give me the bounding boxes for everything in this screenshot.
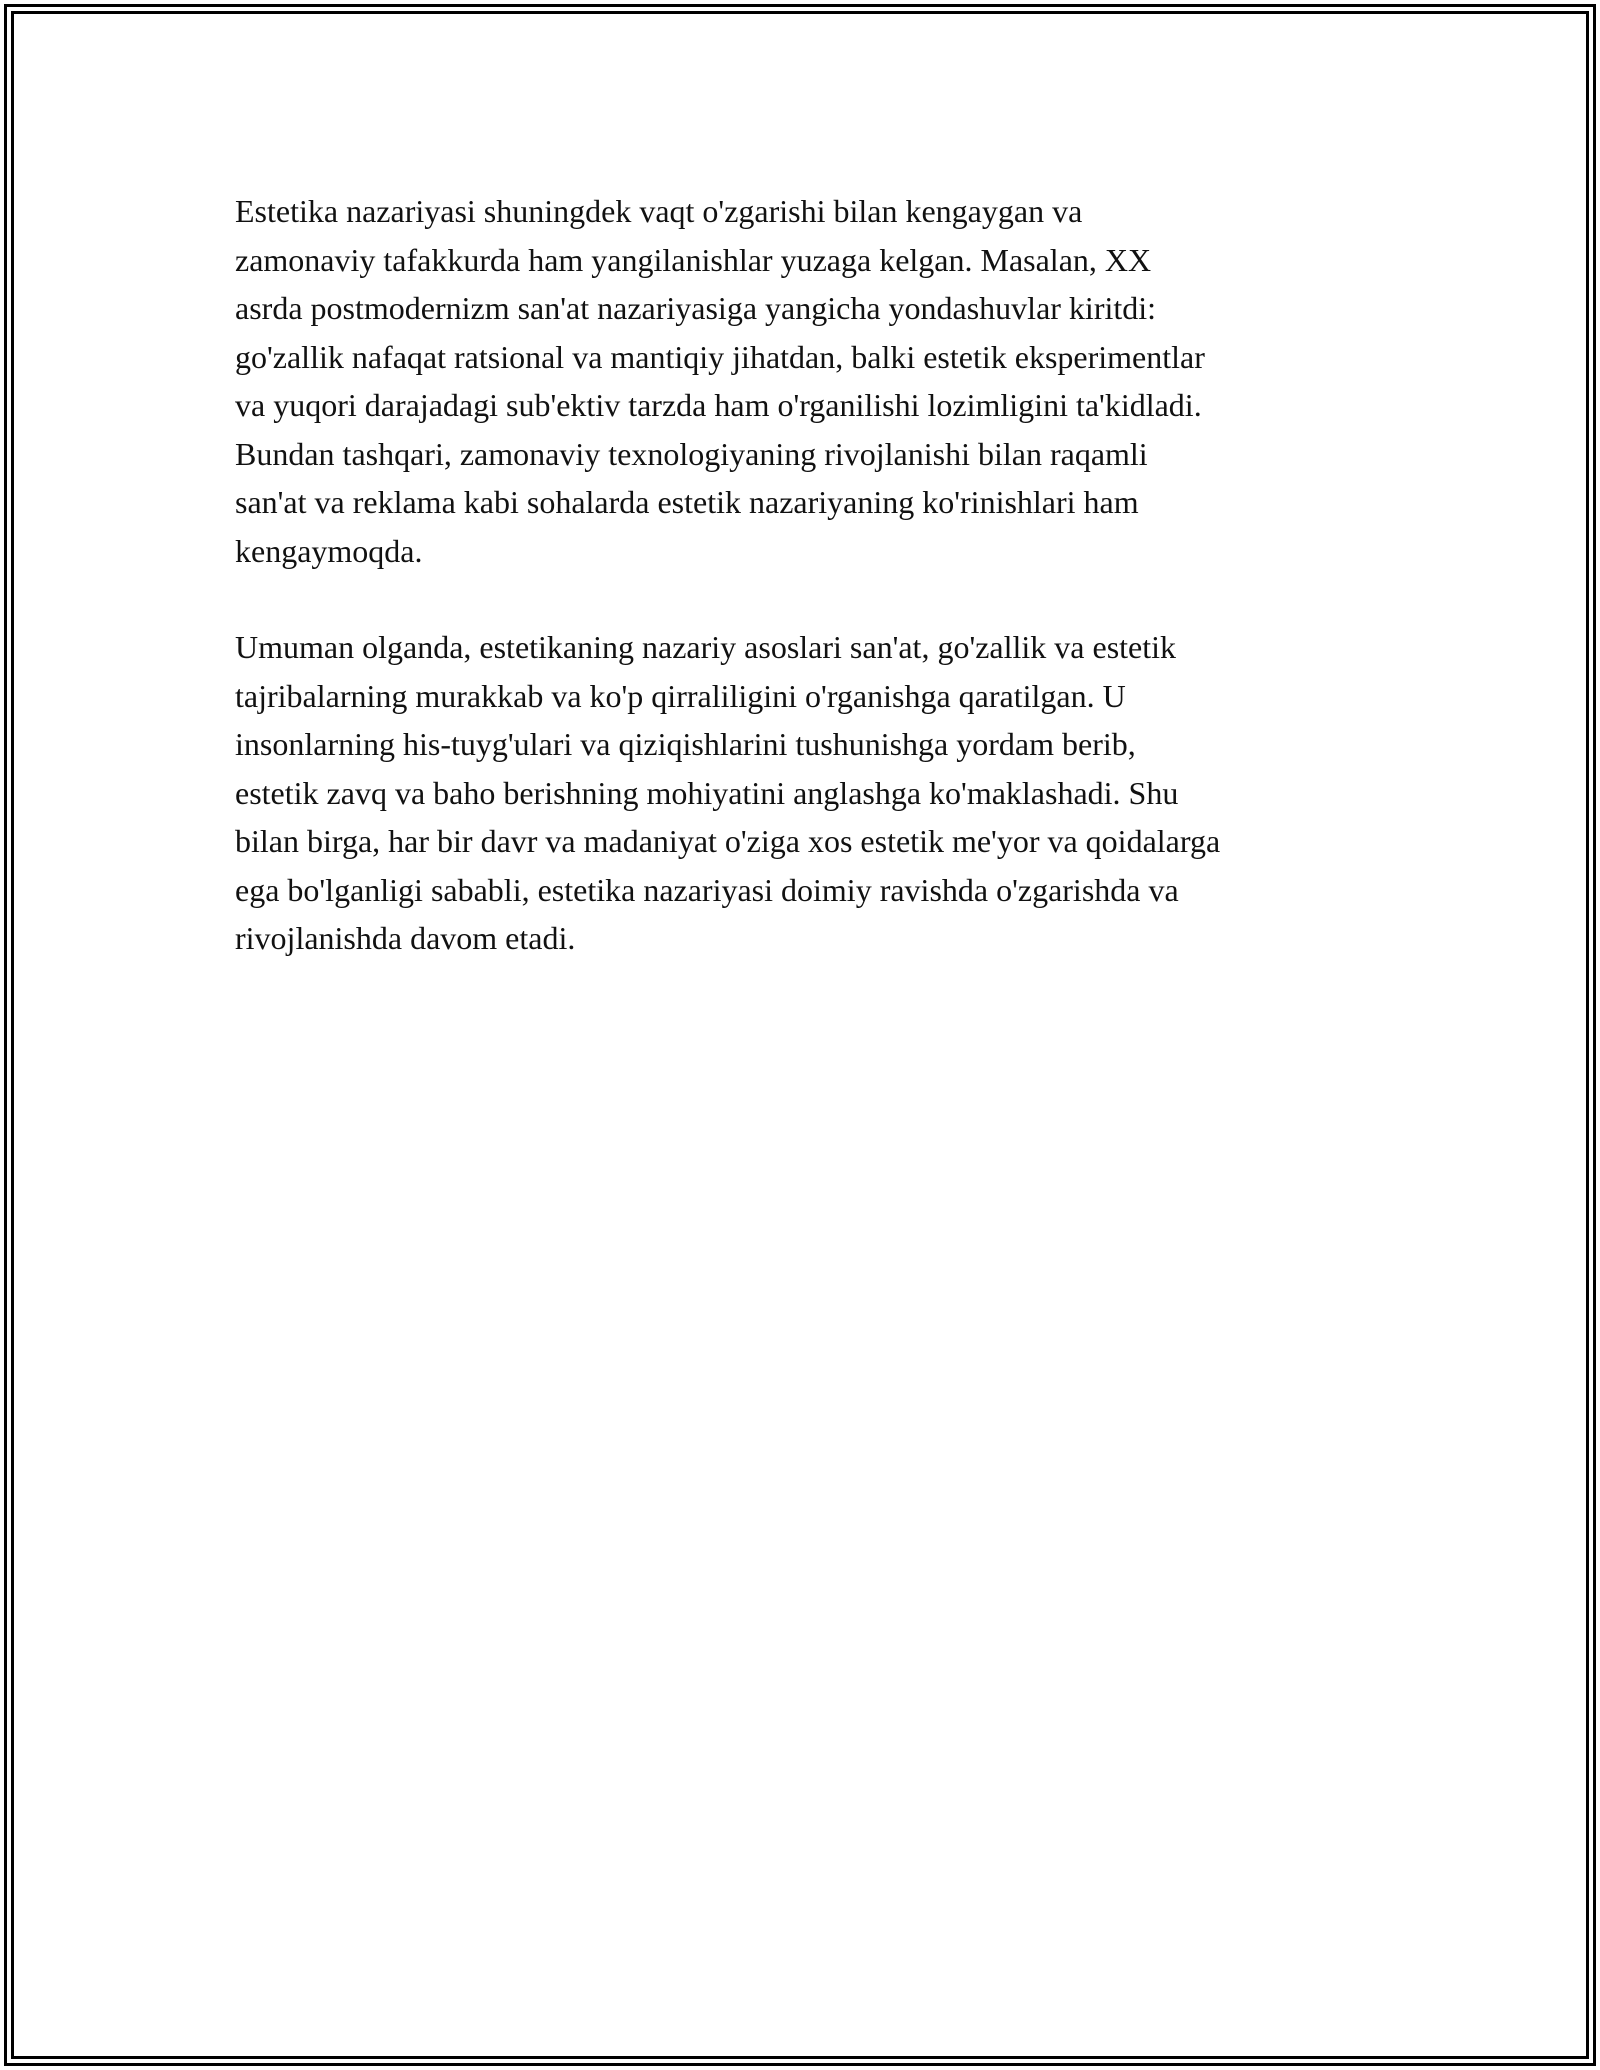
document-body — [235, 187, 1395, 1011]
text-line: go'zallik nafaqat ratsional va mantiqiy jihatdan, balki estetik eksperimentlar — [235, 338, 1205, 375]
text-line: kengaymoqda. — [235, 532, 423, 569]
text-line: rivojlanishda davom etadi. — [235, 920, 576, 956]
paragraph-2 — [235, 623, 1395, 963]
text-line: asrda postmodernizm san'at nazariyasiga yangicha yondashuvlar kiritdi: — [235, 290, 1157, 326]
text-line: Umuman olganda, estetikaning nazariy asoslari san'at, go'zallik va estetik — [235, 629, 1177, 665]
text-line: zamonaviy tafakkurda ham yangilanishlar yuzaga kelgan. Masalan, XX — [235, 241, 1152, 278]
text-line: tajribalarning murakkab va ko'p qirraliligini o'rganishga qaratilgan. U — [235, 677, 1126, 714]
text-line: Estetika nazariyasi shuningdek vaqt o'zgarishi bilan kengaygan va — [235, 193, 1083, 229]
text-line: bilan birga, har bir davr va madaniyat o'ziga xos estetik me'yor va qoidalarga — [235, 823, 1221, 859]
text-line: insonlarning his-tuyg'ulari va qiziqishlarini tushunishga yordam berib, — [235, 726, 1136, 762]
text-line: Bundan tashqari, zamonaviy texnologiyaning rivojlanishi bilan raqamli — [235, 435, 1148, 472]
text-line: estetik zavq va baho berishning mohiyatini anglashga ko'maklashadi. Shu — [235, 774, 1179, 811]
text-line: ega bo'lganligi sababli, estetika nazariyasi doimiy ravishda o'zgarishda va — [235, 871, 1179, 908]
text-line: san'at va reklama kabi sohalarda estetik nazariyaning ko'rinishlari ham — [235, 484, 1139, 520]
paragraph-1 — [235, 187, 1395, 575]
text-line: va yuqori darajadagi sub'ektiv tarzda ham o'rganilishi lozimligini ta'kidladi. — [235, 387, 1202, 423]
